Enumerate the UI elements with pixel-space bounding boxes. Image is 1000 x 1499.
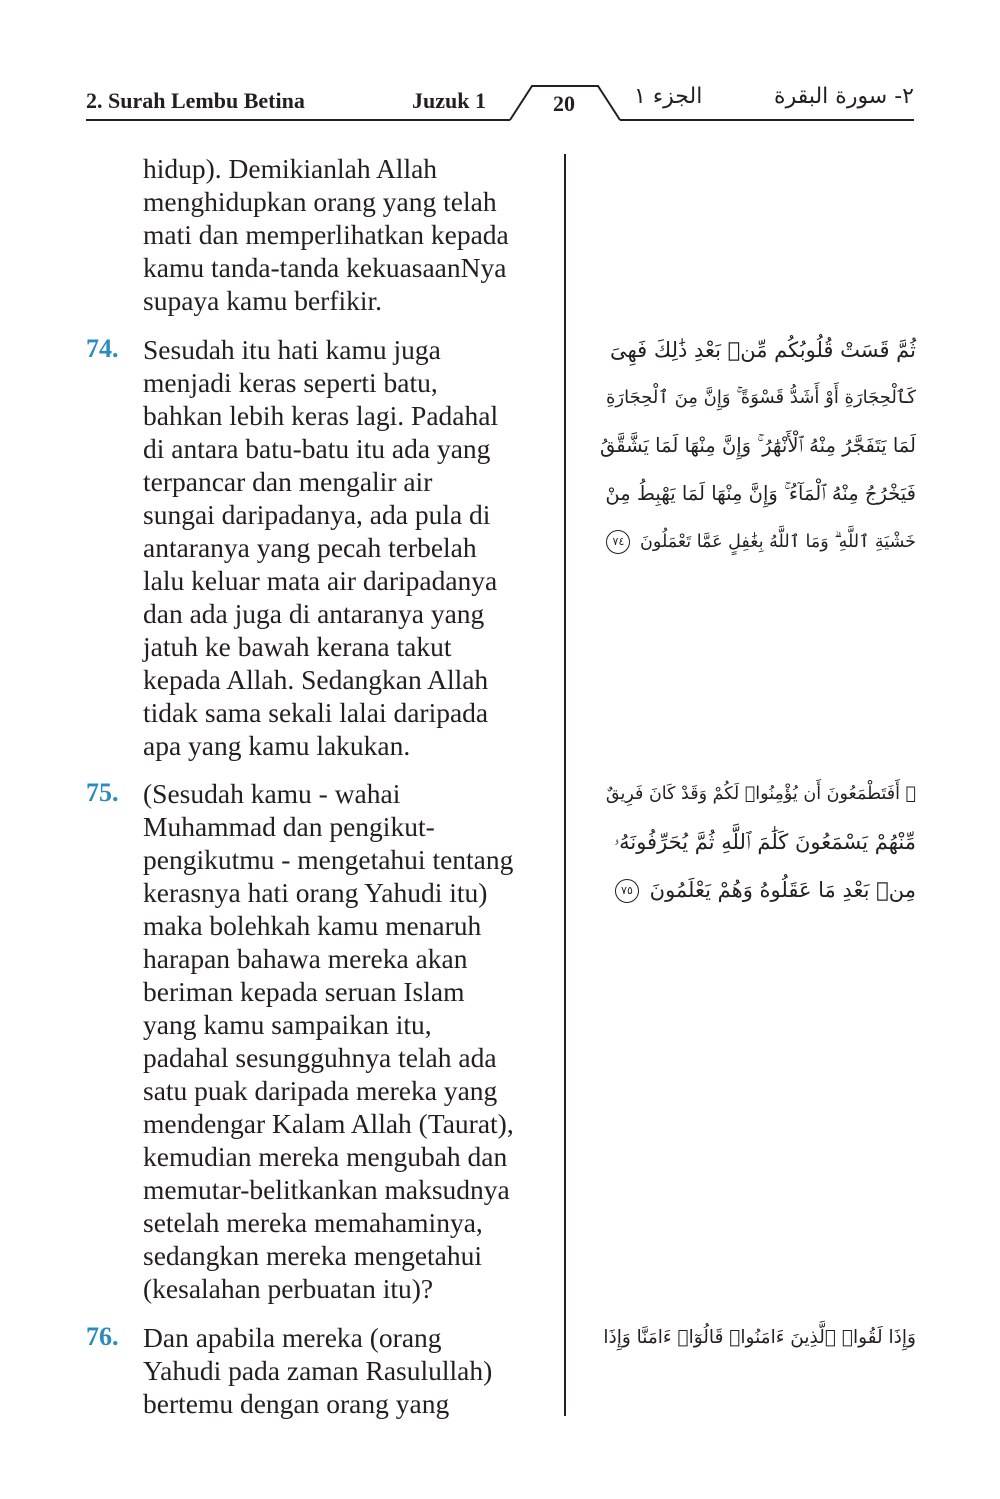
text-line: mati dan memperlihatkan kepada <box>143 219 509 250</box>
text-line: harapan bahawa mereka akan <box>143 943 468 974</box>
arabic-juz-label: الجزء ١ <box>634 84 703 109</box>
text-line: (kesalahan perbuatan itu)? <box>143 1273 434 1304</box>
text-line: kepada Allah. Sedangkan Allah <box>143 664 489 695</box>
text-line: maka bolehkah kamu menaruh <box>143 910 482 941</box>
text-line: kemudian mereka mengubah dan <box>143 1141 508 1172</box>
arabic-line: مِنۢ بَعْدِ مَا عَقَلُوهُ وَهُمْ يَعْلَمُونَ <box>649 878 916 902</box>
page-number: 20 <box>553 91 575 116</box>
text-line: antaranya yang pecah terbelah <box>143 532 477 563</box>
text-line: Yahudi pada zaman Rasulullah) <box>143 1355 493 1386</box>
text-line: beriman kepada seruan Islam <box>143 976 465 1007</box>
text-line: lalu keluar mata air daripadanya <box>143 565 498 596</box>
text-line: terpancar dan mengalir air <box>143 466 433 497</box>
text-line: sedangkan mereka mengetahui <box>143 1240 483 1271</box>
verse-number-74: 74. <box>86 334 119 363</box>
text-line: mendengar Kalam Allah (Taurat), <box>143 1108 514 1139</box>
text-line: Sesudah itu hati kamu juga <box>143 334 441 365</box>
text-line: menghidupkan orang yang telah <box>143 186 497 217</box>
arabic-line: فَيَخْرُجُ مِنْهُ ٱلْمَآءُ ۚ وَإِنَّ مِنْهَا لَمَا يَهْبِطُ مِنْ <box>605 482 916 505</box>
text-line: padahal sesungguhnya telah ada <box>143 1042 497 1073</box>
arabic-line-last <box>600 866 916 914</box>
text-line: setelah mereka memahaminya, <box>143 1207 483 1238</box>
arabic-line-last <box>600 518 916 566</box>
juz-label: Juzuk 1 <box>412 88 486 113</box>
text-line: supaya kamu berfikir. <box>143 285 383 316</box>
text-line: menjadi keras seperti batu, <box>143 367 438 398</box>
continuation-paragraph <box>143 152 553 317</box>
verse-end-marker: ٧٤ <box>606 530 630 554</box>
text-line: Muhammad dan pengikut- <box>143 811 435 842</box>
arabic-line: خَشْيَةِ ٱللَّهِ ۗ وَمَا ٱللَّهُ بِغَٰفِلٍ عَمَّا تَعْمَلُونَ <box>640 532 916 552</box>
page-header <box>86 78 914 124</box>
text-line: memutar-belitkankan maksudnya <box>143 1174 510 1205</box>
text-line: bertemu dengan orang yang <box>143 1388 450 1419</box>
surah-name: 2. Surah Lembu Betina <box>86 88 305 113</box>
arabic-surah-name: ٢- سورة البقرة <box>774 84 914 109</box>
text-line: apa yang kamu lakukan. <box>143 730 411 761</box>
text-line: dan ada juga di antaranya yang <box>143 598 485 629</box>
text-line: jatuh ke bawah kerana takut <box>143 631 452 662</box>
text-line: sungai daripadanya, ada pula di <box>143 499 491 530</box>
verse-number-76: 76. <box>86 1322 119 1351</box>
arabic-line: وَإِذَا لَقُوا۟ ٱلَّذِينَ ءَامَنُوا۟ قَالُوٓا۟ ءَامَنَّا وَإِذَا <box>603 1327 916 1348</box>
verse-number-75: 75. <box>86 778 119 807</box>
arabic-line: ثُمَّ قَسَتْ قُلُوبُكُم مِّنۢ بَعْدِ ذَٰلِكَ فَهِىَ <box>609 338 916 362</box>
text-line: Dan apabila mereka (orang <box>143 1322 442 1353</box>
arabic-line: كَٱلْحِجَارَةِ أَوْ أَشَدُّ قَسْوَةً ۚ وَإِنَّ مِنَ ٱلْحِجَارَةِ <box>605 387 916 408</box>
text-line: pengikutmu - mengetahui tentang <box>143 844 514 875</box>
arabic-line: لَمَا يَتَفَجَّرُ مِنْهُ ٱلْأَنْهَٰرُ ۚ وَإِنَّ مِنْهَا لَمَا يَشَّقَّقُ <box>599 434 916 457</box>
text-line: kerasnya hati orang Yahudi itu) <box>143 877 488 908</box>
verse-76-translation <box>143 1321 553 1420</box>
text-line: di antara batu-batu itu ada yang <box>143 433 491 464</box>
arabic-line: ۞ أَفَتَطْمَعُونَ أَن يُؤْمِنُوا۟ لَكُمْ وَقَدْ كَانَ فَرِيقٌ <box>605 784 916 804</box>
verse-75-translation <box>143 777 553 1305</box>
text-line: tidak sama sekali lalai daripada <box>143 697 489 728</box>
text-line: kamu tanda-tanda kekuasaanNya <box>143 252 507 283</box>
text-line: (Sesudah kamu - wahai <box>143 778 401 809</box>
arabic-line: مِّنْهُمْ يَسْمَعُونَ كَلَٰمَ ٱللَّهِ ثُمَّ يُحَرِّفُونَهُۥ <box>613 830 916 854</box>
verse-74-translation <box>143 333 553 762</box>
text-line: hidup). Demikianlah Allah <box>143 153 438 184</box>
column-divider <box>564 154 566 1416</box>
text-line: bahkan lebih keras lagi. Padahal <box>143 400 499 431</box>
verse-75-arabic <box>600 770 916 914</box>
verse-74-arabic <box>600 326 916 566</box>
verse-end-marker: ٧٥ <box>615 879 639 903</box>
text-line: yang kamu sampaikan itu, <box>143 1009 432 1040</box>
verse-76-arabic <box>600 1314 916 1362</box>
text-line: satu puak daripada mereka yang <box>143 1075 498 1106</box>
